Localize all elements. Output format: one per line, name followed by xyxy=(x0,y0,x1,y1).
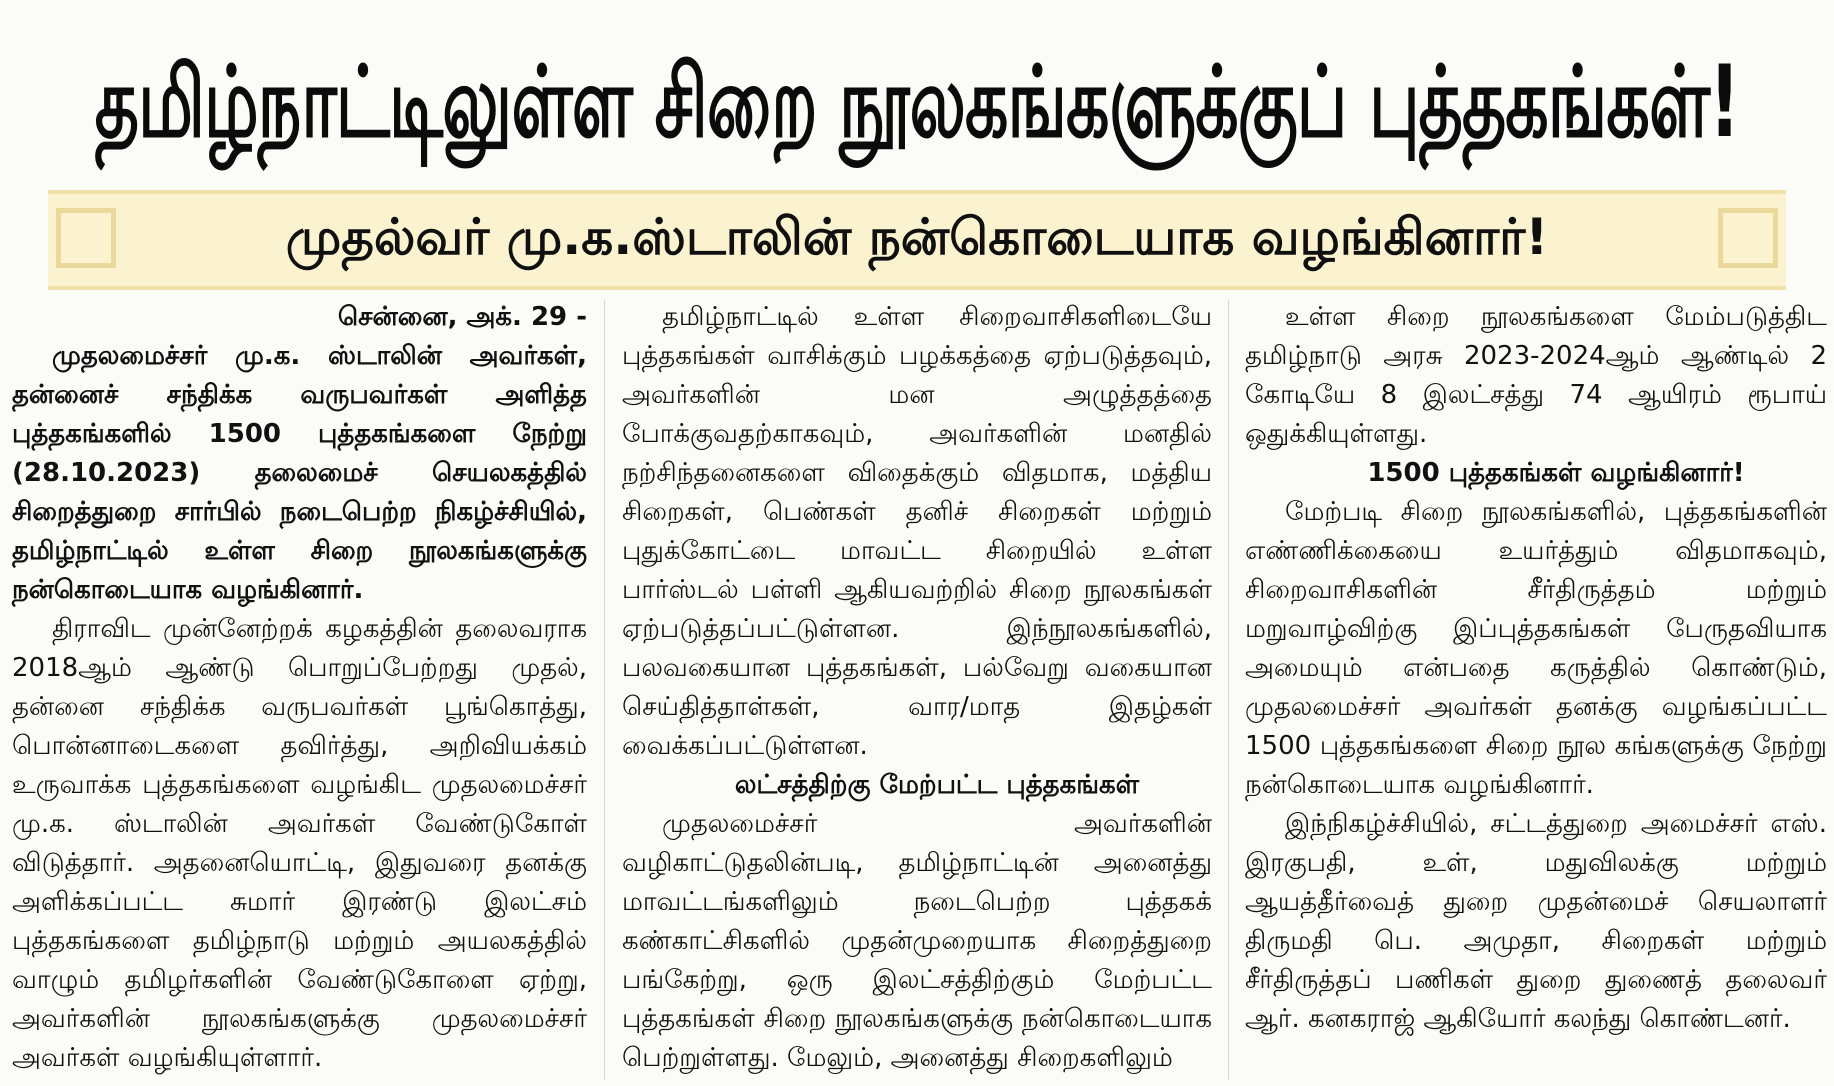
body-paragraph: தமிழ்நாட்டில் உள்ள சிறைவாசிகளிடையே புத்தகங்கள் வாசிக்கும் பழக்கத்தை ஏற்படுத்தவும், அவர்களின் மன அழுத்தத்தை போக்குவதற்காகவும், அவர்களின் மனதில் நற்சிந்தனைகளை விதைக்கும் விதமாக, மத்திய சிறைகள், பெண்கள் தனிச் சிறைகள் மற்றும் புதுக்கோட்டை மாவட்ட சிறையில் உள்ள பார்ஸ்டல் பள்ளி ஆகியவற்றில் சிறை நூலகங்கள் ஏற்படுத்தப்பட்டுள்ளன. இந்நூலகங்களில், பலவகையான புத்தகங்கள், பல்வேறு வகையான செய்தித்தாள்கள், வார/மாத இதழ்கள் வைக்கப்பட்டுள்ளன. xyxy=(622,302,1212,761)
subheadline-band xyxy=(48,190,1786,290)
article-column-2 xyxy=(622,298,1212,1078)
dateline: சென்னை, அக். 29 - xyxy=(337,302,587,332)
body-paragraph: திராவிட முன்னேற்றக் கழகத்தின் தலைவராக 2018ஆம் ஆண்டு பொறுப்பேற்றது முதல், தன்னை சந்திக்க வருபவர்கள் பூங்கொத்து, பொன்னாடைகளை தவிர்த்து, அறிவியக்கம் உருவாக்க புத்தகங்களை வழங்கிட முதலமைச்சர் மு.க. ஸ்டாலின் அவர்கள் வேண்டுகோள் விடுத்தார். அதனையொட்டி, இதுவரை தனக்கு அளிக்கப்பட்ட சுமார் இரண்டு இலட்சம் புத்தகங்களை தமிழ்நாடு மற்றும் அயலகத்தில் வாழும் தமிழர்களின் வேண்டுகோளை ஏற்று, அவர்களின் நூலகங்களுக்கு முதலமைச்சர் அவர்கள் வழங்கியுள்ளார். xyxy=(12,614,587,1073)
column-divider xyxy=(1228,300,1229,1080)
article-column-3 xyxy=(1245,298,1827,1039)
body-paragraph: மேற்படி சிறை நூலகங்களில், புத்தகங்களின் எண்ணிக்கையை உயர்த்தும் விதமாகவும், சிறைவாசிகளின் சீர்திருத்தம் மற்றும் மறுவாழ்விற்கு இப்புத்தகங்கள் பேருதவியாக அமையும் என்பதை கருத்தில் கொண்டும், முதலமைச்சர் அவர்கள் தனக்கு வழங்கப்பட்ட 1500 புத்தகங்களை சிறை நூல கங்களுக்கு நேற்று நன்கொடையாக வழங்கினார். xyxy=(1245,497,1827,800)
body-paragraph: முதலமைச்சர் அவர்களின் வழிகாட்டுதலின்படி, தமிழ்நாட்டின் அனைத்து மாவட்டங்களிலும் நடைபெற்ற புத்தகக் கண்காட்சிகளில் முதன்முறையாக சிறைத்துறை பங்கேற்று, ஒரு இலட்சத்திற்கும் மேற்பட்ட புத்தகங்கள் சிறை நூலகங்களுக்கு நன்கொடையாக பெற்றுள்ளது. மேலும், அனைத்து சிறைகளிலும் xyxy=(622,809,1212,1073)
headline: தமிழ்நாட்டிலுள்ள சிறை நூலகங்களுக்குப் புத்தகங்கள்! xyxy=(94,46,1740,161)
band-ornament-right xyxy=(1718,208,1778,268)
body-paragraph: உள்ள சிறை நூலகங்களை மேம்படுத்திட தமிழ்நாடு அரசு 2023-2024ஆம் ஆண்டில் 2 கோடியே 8 இலட்சத்து 74 ஆயிரம் ரூபாய் ஒதுக்கியுள்ளது. xyxy=(1245,302,1827,449)
section-subtitle: 1500 புத்தகங்கள் வழங்கினார்! xyxy=(1367,458,1745,488)
band-ornament-left xyxy=(56,208,116,268)
body-paragraph: இந்நிகழ்ச்சியில், சட்டத்துறை அமைச்சர் எஸ். இரகுபதி, உள், மதுவிலக்கு மற்றும் ஆயத்தீர்வைத் துறை முதன்மைச் செயலாளர் திருமதி பெ. அமுதா, சிறைகள் மற்றும் சீர்திருத்தப் பணிகள் துறை துணைத் தலைவர் ஆர். கனகராஜ் ஆகியோர் கலந்து கொண்டனர். xyxy=(1245,809,1827,1034)
column-divider xyxy=(604,300,605,1080)
section-subtitle: லட்சத்திற்கு மேற்பட்ட புத்தகங்கள் xyxy=(734,770,1140,800)
article-column-1 xyxy=(12,298,587,1078)
lead-paragraph: முதலமைச்சர் மு.க. ஸ்டாலின் அவர்கள், தன்னைச் சந்திக்க வருபவர்கள் அளித்த புத்தகங்களில் 1500 புத்தகங்களை நேற்று (28.10.2023) தலைமைச் செயலகத்தில் சிறைத்துறை சார்பில் நடைபெற்ற நிகழ்ச்சியில், தமிழ்நாட்டில் உள்ள சிறை நூலகங்களுக்கு நன்கொடையாக வழங்கினார். xyxy=(12,341,587,605)
subheadline: முதல்வர் மு.க.ஸ்டாலின் நன்கொடையாக வழங்கினார்! xyxy=(285,207,1549,266)
